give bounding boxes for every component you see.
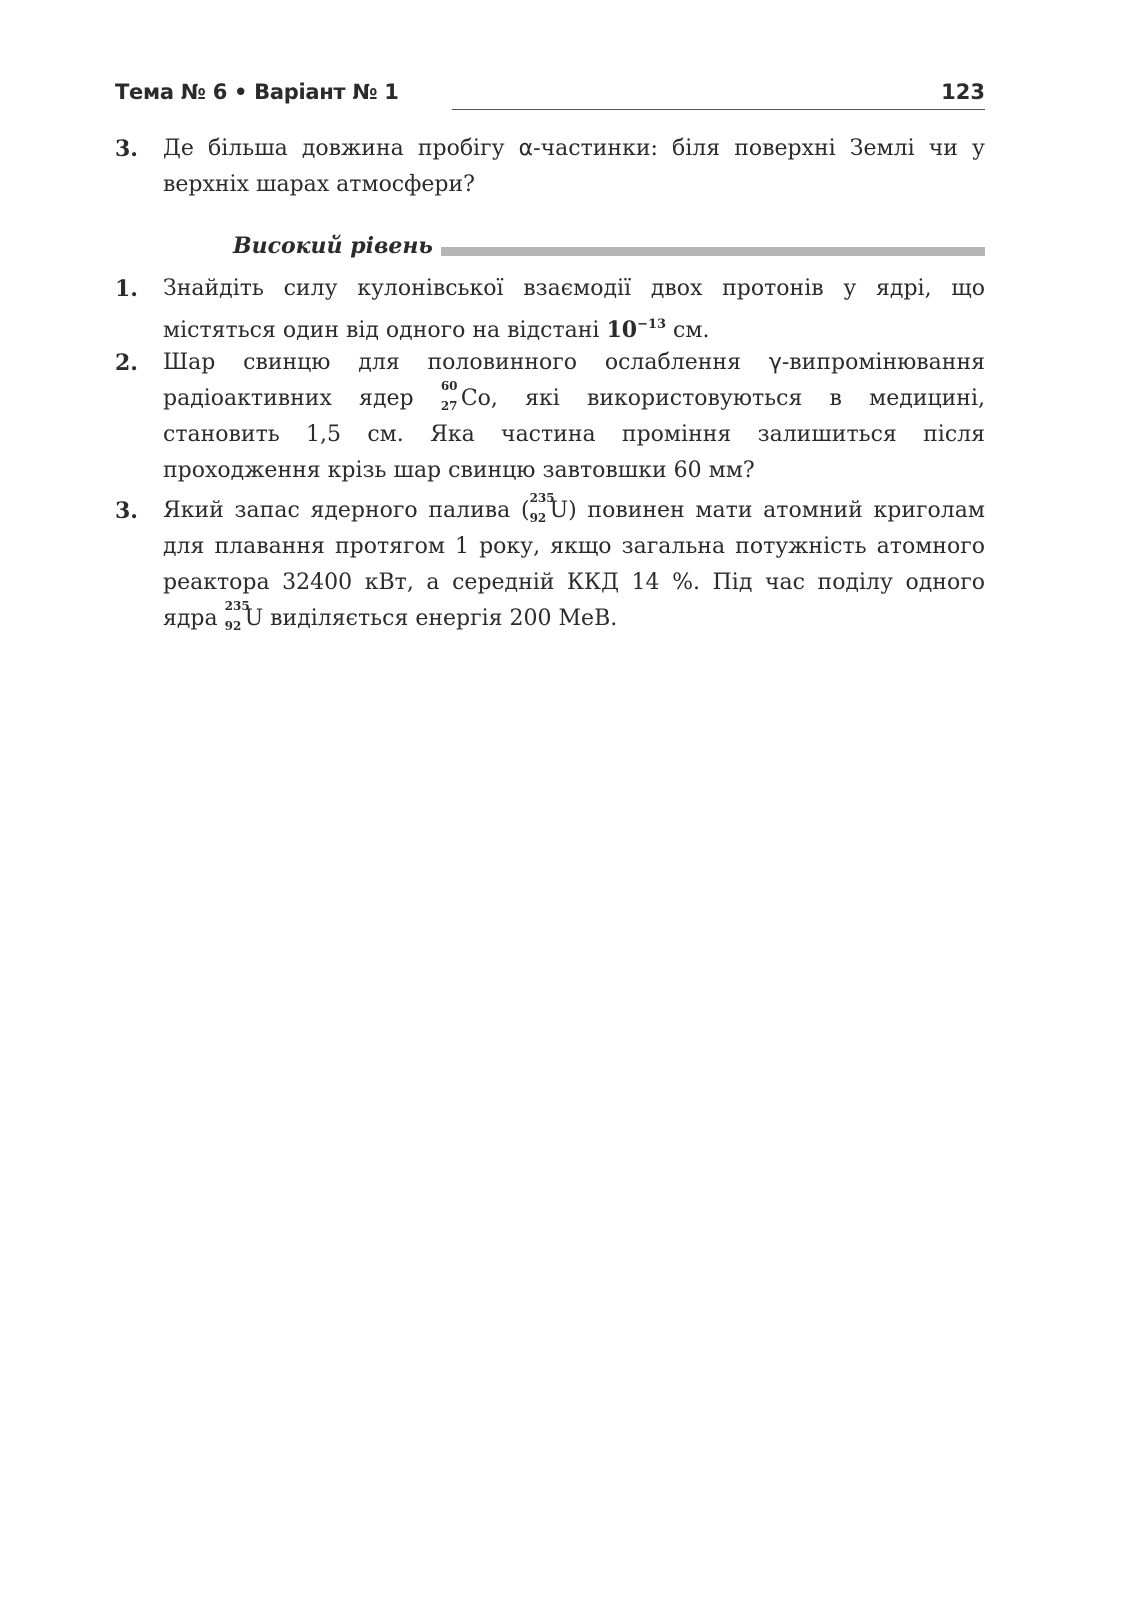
header-topic: Тема № 6 • Варіант № 1	[115, 80, 399, 104]
page-number: 123	[941, 80, 985, 104]
task-number: 1.	[115, 276, 138, 302]
level-bar	[441, 247, 985, 256]
task-text: Де більша довжина пробігу α-частинки: біля поверхні Землі чи у верхніх шарах атмосфери?	[163, 136, 985, 197]
task-1	[115, 271, 985, 349]
task-number: 3.	[115, 136, 138, 162]
nuclide-u235-second: 235 92 U	[224, 599, 264, 633]
nuclide-co60: 60 27 Co	[440, 379, 491, 413]
task-number: 3.	[115, 498, 138, 524]
header-rule	[452, 109, 985, 110]
task-3-previous	[115, 131, 985, 203]
power-base: 10	[606, 317, 638, 343]
alpha-symbol: α	[518, 136, 534, 161]
page-header	[115, 76, 985, 116]
task-3	[115, 493, 985, 637]
task-text: Знайдіть силу кулонівської взаємодії двох протонів у ядрі, що містяться один від одного на відстані $10^{-13}$ см.	[163, 276, 985, 343]
task-text: Шар свинцю для половинного ослаблення γ-випромінювання радіоактивних ядер 60 27 Co, які використовуються в медицині, становить 1,5 см. Яка частина проміння залишиться після проходження крізь шар свинцю завтовшки 60 мм?	[163, 350, 985, 483]
level-heading	[233, 233, 985, 269]
task-number: 2.	[115, 350, 138, 376]
nuclide-u235: 235 92 U	[529, 491, 569, 525]
task-2	[115, 345, 985, 489]
gamma-symbol: γ	[768, 350, 782, 375]
level-title: Високий рівень	[233, 233, 433, 259]
task-text: Який запас ядерного палива ( 235 92 U) повинен мати атомний криголам для плавання протягом 1 року, якщо загальна потужність атомного реактора 32400 кВт, а середній ККД 14 %. Під час поділу одного ядра 235 92 U виділяється енергія 200 МеВ.	[163, 491, 985, 633]
power-exponent: −13	[637, 317, 667, 332]
